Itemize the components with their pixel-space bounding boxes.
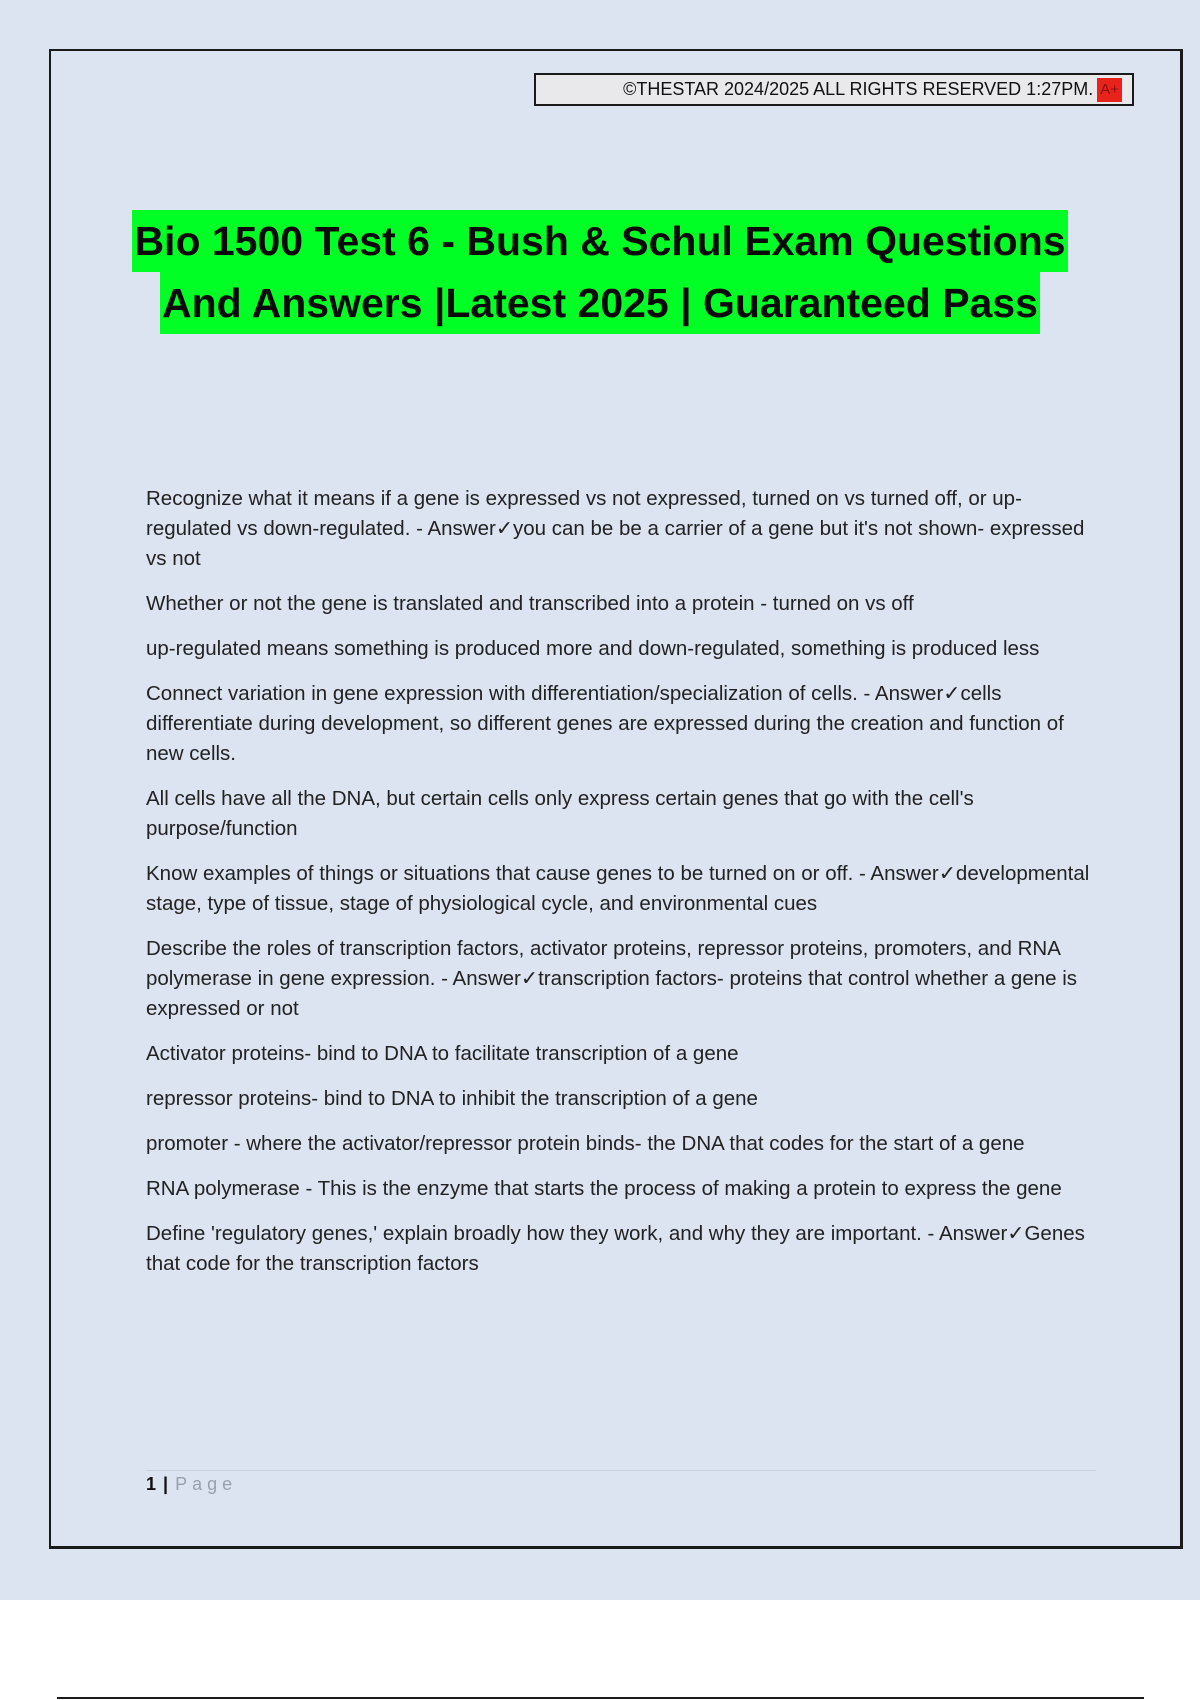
paragraph: Define 'regulatory genes,' explain broadly how they work, and why they are important. - Answer✓Genes that code for the transcription factors [146,1222,1085,1275]
document-body [146,484,1091,1294]
paragraph: Connect variation in gene expression with differentiation/specialization of cells. - Answer✓cells differentiate during development, so different genes are expressed during the creation and function of new cells. [146,682,1064,765]
page-number-value: 1 [146,1474,157,1494]
title-line-1: Bio 1500 Test 6 - Bush & Schul Exam Questions [132,210,1067,272]
paragraph: RNA polymerase - This is the enzyme that starts the process of making a protein to express the gene [146,1177,1062,1200]
paragraph: up-regulated means something is produced more and down-regulated, something is produced less [146,637,1040,660]
paragraph: Recognize what it means if a gene is expressed vs not expressed, turned on vs turned off, or up-regulated vs down-regulated. - Answer✓you can be be a carrier of a gene but it's not shown- expressed vs not [146,487,1085,570]
grade-badge: A+ [1097,78,1122,102]
page-number-separator: | [163,1474,169,1494]
page-word: Page [175,1474,238,1494]
paragraph: Describe the roles of transcription factors, activator proteins, repressor proteins, promoters, and RNA polymerase in gene expression. - Answer✓transcription factors- proteins that control whether a gene is expressed or not [146,937,1078,1020]
copyright-text: ©THESTAR 2024/2025 ALL RIGHTS RESERVED 1:27PM. [623,79,1094,99]
page-number [146,1474,237,1495]
paragraph: Whether or not the gene is translated and transcribed into a protein - turned on vs off [146,592,914,615]
footer-divider [146,1470,1096,1471]
paragraph: All cells have all the DNA, but certain cells only express certain genes that go with the cell's purpose/function [146,787,974,840]
paragraph: Activator proteins- bind to DNA to facilitate transcription of a gene [146,1042,739,1065]
document-title [100,210,1100,334]
paragraph: repressor proteins- bind to DNA to inhibit the transcription of a gene [146,1087,758,1110]
bottom-divider [57,1697,1144,1699]
title-line-2: And Answers |Latest 2025 | Guaranteed Pass [160,272,1040,334]
paragraph: promoter - where the activator/repressor protein binds- the DNA that codes for the start of a gene [146,1132,1025,1155]
paragraph: Know examples of things or situations that cause genes to be turned on or off. - Answer✓developmental stage, type of tissue, stage of physiological cycle, and environmental cues [146,862,1090,915]
copyright-banner [534,73,1134,106]
